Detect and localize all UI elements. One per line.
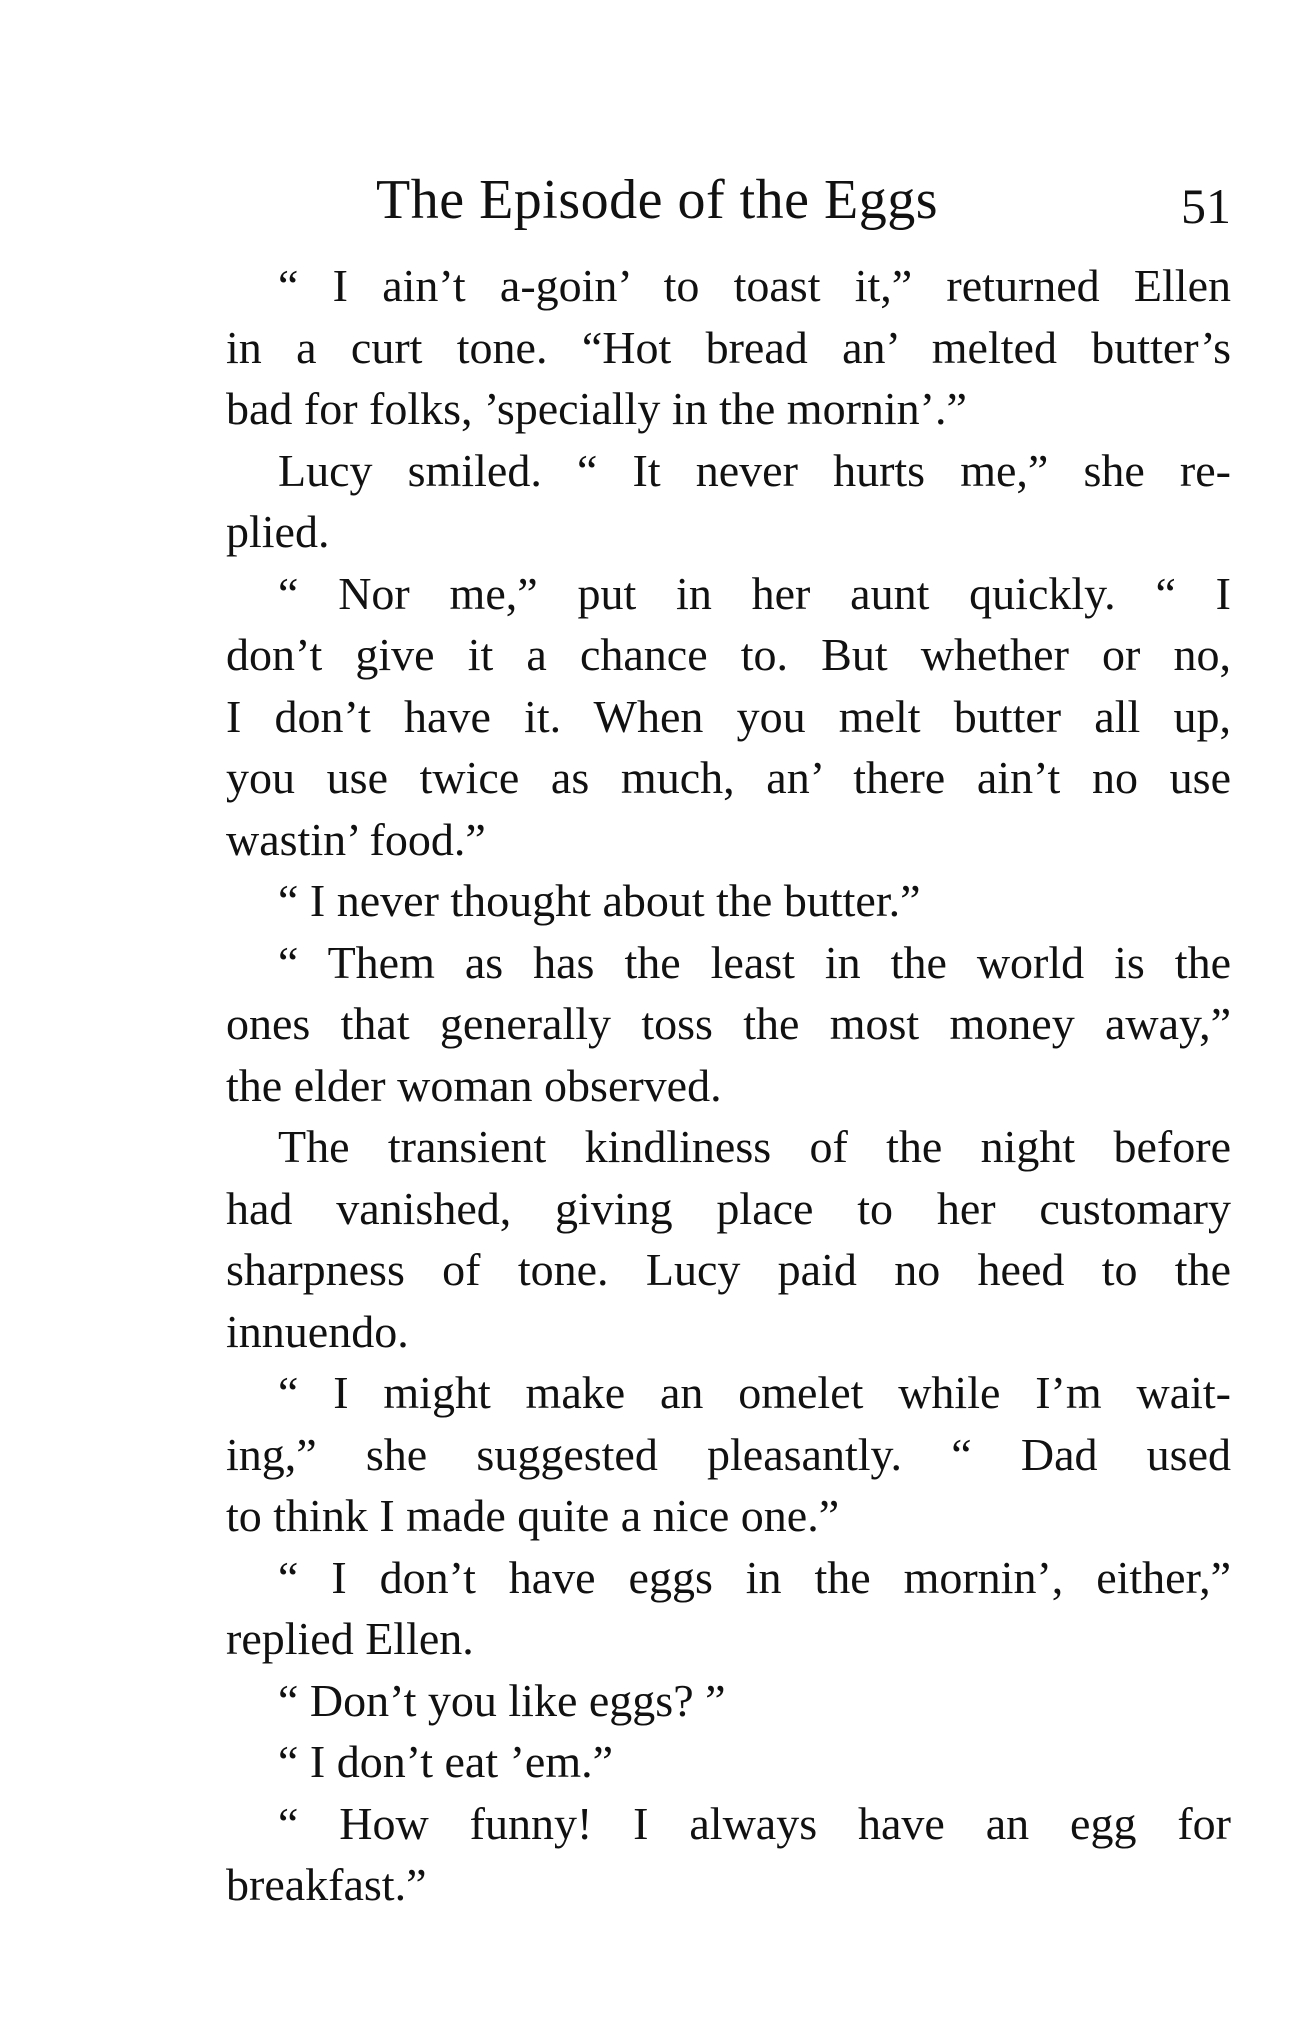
- text-line: The transient kindliness of the night before: [278, 1121, 1231, 1172]
- text-line: bad for folks, ’specially in the mornin’.”: [226, 383, 967, 434]
- text-line: had vanished, giving place to her customary: [226, 1182, 1231, 1234]
- text-line: “ Don’t you like eggs? ”: [278, 1674, 726, 1726]
- text-line: I don’t have it. When you melt butter all up,: [226, 690, 1231, 742]
- text-line: “ I never thought about the butter.”: [278, 875, 921, 926]
- text-line: replied Ellen.: [226, 1613, 474, 1664]
- text-line: you use twice as much, an’ there ain’t no use: [226, 752, 1231, 803]
- running-header: [226, 160, 1231, 240]
- text-line: “ I don’t have eggs in the mornin’, either,”: [278, 1551, 1231, 1603]
- text-line: “ Them as has the least in the world is the: [278, 936, 1231, 988]
- text-line: to think I made quite a nice one.”: [226, 1490, 840, 1541]
- body-text: [226, 255, 1231, 1916]
- text-line: don’t give it a chance to. But whether or no,: [226, 629, 1231, 680]
- text-line: plied.: [226, 506, 330, 557]
- text-line: “ I might make an omelet while I’m wait-: [278, 1367, 1231, 1418]
- text-line: ing,” she suggested pleasantly. “ Dad used: [226, 1428, 1231, 1480]
- text-line: “ I don’t eat ’em.”: [278, 1736, 614, 1787]
- text-line: breakfast.”: [226, 1859, 427, 1910]
- text-line: “ Nor me,” put in her aunt quickly. “ I: [278, 567, 1231, 619]
- text-line: innuendo.: [226, 1305, 409, 1357]
- text-line: wastin’ food.”: [226, 813, 486, 865]
- text-line: in a curt tone. “Hot bread an’ melted butter’s: [226, 321, 1231, 373]
- text-line: “ I ain’t a-goin’ to toast it,” returned Ellen: [278, 260, 1231, 311]
- page-number: 51: [1181, 178, 1231, 234]
- text-line: “ How funny! I always have an egg for: [278, 1797, 1231, 1849]
- text-line: ones that generally toss the most money away,”: [226, 998, 1231, 1049]
- text-line: the elder woman observed.: [226, 1059, 722, 1111]
- text-line: Lucy smiled. “ It never hurts me,” she re-: [278, 444, 1231, 496]
- running-title: The Episode of the Eggs: [376, 169, 939, 231]
- text-line: sharpness of tone. Lucy paid no heed to the: [226, 1244, 1231, 1295]
